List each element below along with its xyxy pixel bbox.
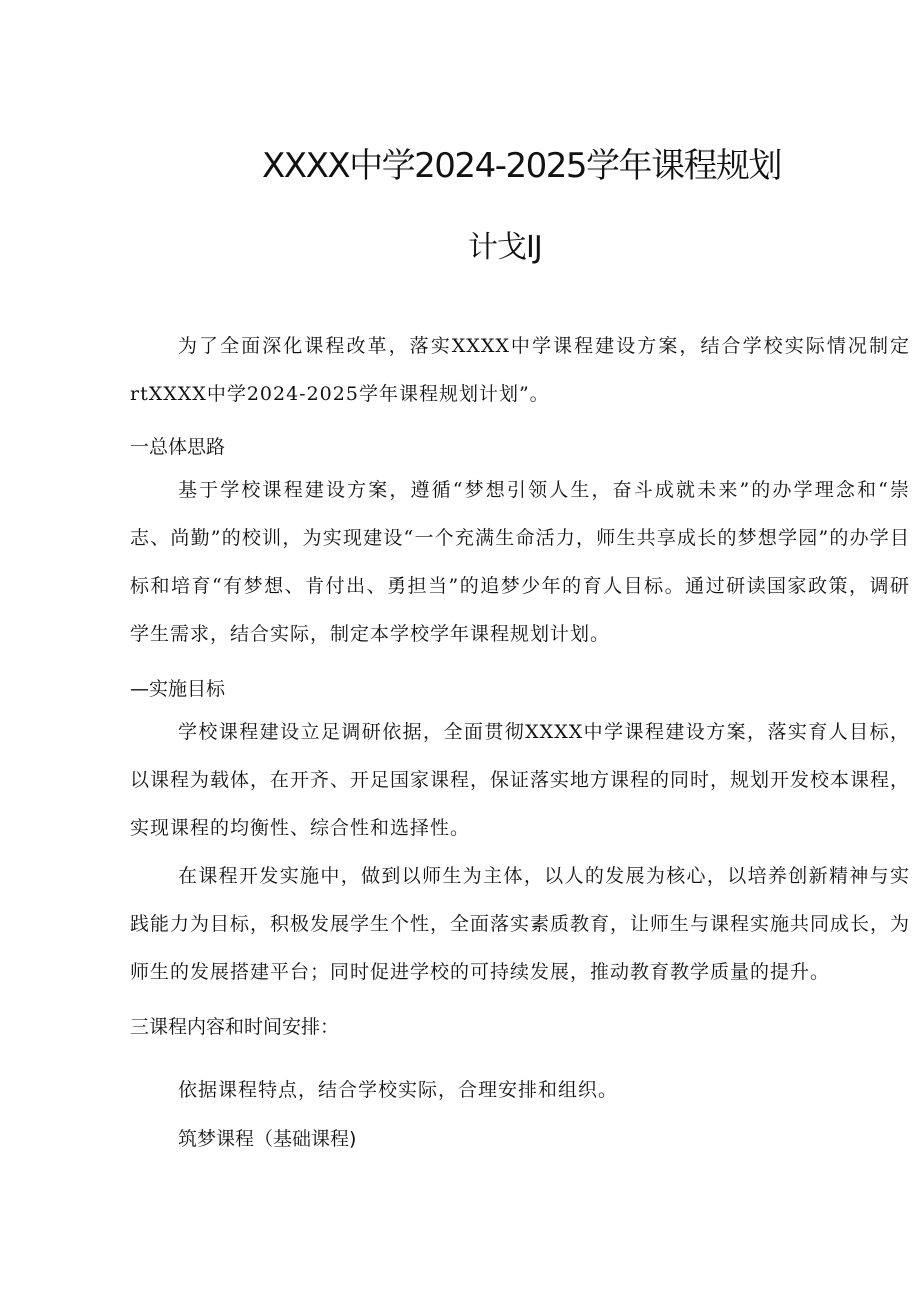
section1-heading: 一总体思路 <box>130 436 226 458</box>
section2-paragraph1: 学校课程建设立足调研依据，全面贯彻XXXX中学课程建设方案，落实育人目标，以课程为载体，在开齐、开足国家课程，保证落实地方课程的同时，规划开发校本课程，实现课程的均衡性、综合性和选择性。 <box>130 721 911 839</box>
document-title-line1: XXXX中学2024-2025学年课程规划 <box>262 146 781 186</box>
document-title-line2: 计戈IJ <box>468 230 542 265</box>
section3-paragraph: 依据课程特点，结合学校实际，合理安排和组织。 <box>178 1079 619 1101</box>
section2-paragraph2: 在课程开发实施中，做到以师生为主体，以人的发展为核心，以培养创新精神与实践能力为目标，积极发展学生个性，全面落实素质教育，让师生与课程实施共同成长，为师生的发展搭建平台；同时促进学校的可持续发展，推动教育教学质量的提升。 <box>130 865 911 983</box>
section3-subheading: 筑梦课程（基础课程) <box>178 1128 357 1150</box>
section3-heading: 三课程内容和时间安排： <box>130 1016 340 1038</box>
intro-paragraph: 为了全面深化课程改革，落实XXXX中学课程建设方案，结合学校实际情况制定rtXXXX中学2024-2025学年课程规划计划”。 <box>130 335 910 405</box>
section2-heading: —实施目标 <box>130 678 226 700</box>
section1-paragraph: 基于学校课程建设方案，遵循“梦想引领人生，奋斗成就未来”的办学理念和“崇志、尚勤”的校训，为实现建设“一个充满生命活力，师生共享成长的梦想学园”的办学目标和培育“有梦想、肯付出、勇担当”的追梦少年的育人目标。通过研读国家政策，调研学生需求，结合实际，制定本学校学年课程规划计划。 <box>130 479 910 645</box>
